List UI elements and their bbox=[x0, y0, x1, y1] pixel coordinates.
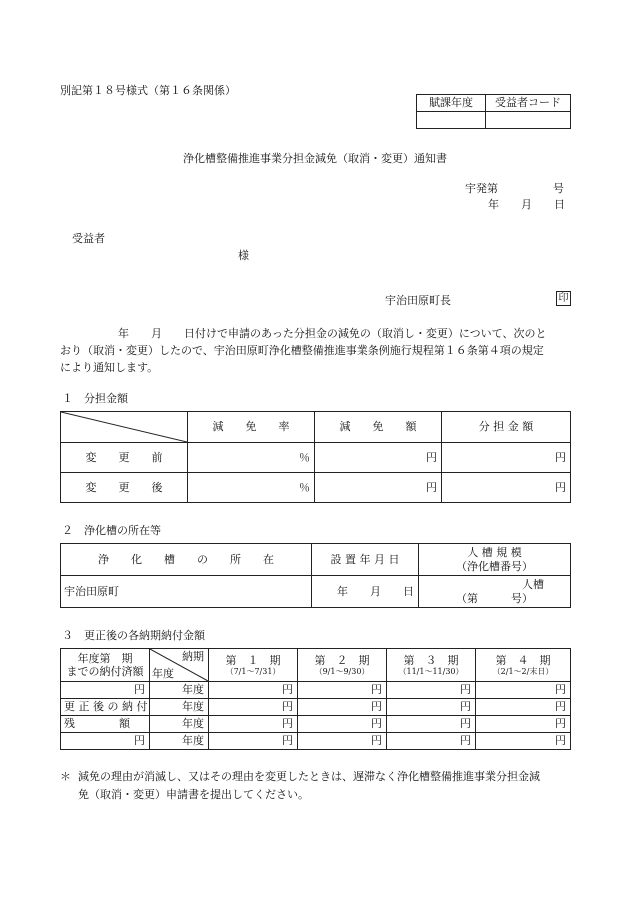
period-3-label: 第 ３ 期 bbox=[403, 653, 459, 667]
footnote-line-1: 減免の理由が消滅し、又はその理由を変更したときは、遅滞なく浄化槽整備推進事業分担金減 bbox=[78, 770, 540, 783]
scale-value-line1: 人槽 bbox=[522, 578, 544, 592]
p4-cell[interactable]: 円 bbox=[476, 682, 571, 699]
fiscal-year-cell[interactable] bbox=[417, 112, 486, 129]
body-line-1: 年 月 日付けで申請のあった分担金の減免の（取消し・変更）について、次のと bbox=[118, 327, 547, 340]
period-1-header bbox=[209, 649, 298, 682]
p3-cell[interactable]: 円 bbox=[387, 716, 476, 733]
year-cell[interactable]: 年度 bbox=[150, 682, 209, 699]
period-corner-cell bbox=[150, 649, 209, 682]
year-cell[interactable]: 年度 bbox=[150, 699, 209, 716]
row-label-before: 変 更 前 bbox=[61, 443, 188, 473]
footnote-mark: ＊ bbox=[60, 770, 71, 783]
scale-value-line2: （第 号） bbox=[456, 591, 533, 605]
p4-cell[interactable]: 円 bbox=[476, 716, 571, 733]
code-table bbox=[416, 94, 571, 129]
beneficiary-code-header: 受益者コード bbox=[486, 95, 571, 112]
body-line-3: により通知します。 bbox=[60, 361, 159, 374]
table-row bbox=[61, 473, 571, 503]
reduction-rate-header: 減 免 率 bbox=[188, 412, 315, 443]
remaining-label-1: 更 正 後 の 納 付 bbox=[61, 699, 150, 716]
p1-cell[interactable]: 円 bbox=[209, 682, 298, 699]
period-4-label: 第 ４ 期 bbox=[495, 653, 551, 667]
scale-value[interactable] bbox=[419, 576, 571, 608]
corner-top-right: 納期 bbox=[182, 650, 204, 663]
beneficiary-code-cell[interactable] bbox=[486, 112, 571, 129]
section3-table bbox=[60, 648, 571, 750]
section3-heading: ３ 更正後の各納期納付金額 bbox=[62, 629, 205, 642]
p2-cell[interactable]: 円 bbox=[298, 682, 387, 699]
period-1-range: （7/1～7/31） bbox=[225, 666, 281, 676]
p3-cell[interactable]: 円 bbox=[387, 733, 476, 750]
charge-before[interactable]: 円 bbox=[442, 443, 571, 473]
section2-table bbox=[60, 543, 571, 608]
period-2-range: （9/1～9/30） bbox=[314, 666, 370, 676]
table-row bbox=[61, 699, 571, 716]
install-date-header: 設 置 年 月 日 bbox=[312, 544, 419, 576]
location-header: 浄 化 槽 の 所 在 bbox=[61, 544, 312, 576]
table-row bbox=[61, 443, 571, 473]
period-4-range: （2/1～2/末日） bbox=[492, 666, 554, 676]
remaining-label-2: 残 額 bbox=[61, 716, 150, 733]
p1-cell[interactable]: 円 bbox=[209, 699, 298, 716]
corner-top-left: 年度第 期 bbox=[77, 651, 133, 665]
section2-heading: ２ 浄化槽の所在等 bbox=[62, 524, 161, 537]
p2-cell[interactable]: 円 bbox=[298, 733, 387, 750]
section1-heading: １ 分担金額 bbox=[62, 392, 128, 405]
year-cell[interactable]: 年度 bbox=[150, 716, 209, 733]
issue-number: 宇発第 号 bbox=[465, 182, 564, 195]
recipient-honorific: 様 bbox=[238, 249, 249, 262]
fiscal-year-header: 賦課年度 bbox=[417, 95, 486, 112]
p4-cell[interactable]: 円 bbox=[476, 733, 571, 750]
p3-cell[interactable]: 円 bbox=[387, 699, 476, 716]
charge-amount-header: 分 担 金 額 bbox=[442, 412, 571, 443]
section1-diagonal-cell bbox=[61, 412, 188, 443]
scale-header-line2: （浄化槽番号） bbox=[456, 559, 533, 573]
period-3-range: （11/1～11/30） bbox=[398, 666, 464, 676]
period-4-header bbox=[476, 649, 571, 682]
period-3-header bbox=[387, 649, 476, 682]
section1-table bbox=[60, 411, 571, 503]
remaining-cell[interactable]: 円 bbox=[61, 733, 150, 750]
p1-cell[interactable]: 円 bbox=[209, 716, 298, 733]
table-row bbox=[61, 733, 571, 750]
p4-cell[interactable]: 円 bbox=[476, 699, 571, 716]
corner-bottom-right: 年度 bbox=[152, 666, 174, 680]
period-1-label: 第 １ 期 bbox=[225, 653, 281, 667]
p3-cell[interactable]: 円 bbox=[387, 682, 476, 699]
p2-cell[interactable]: 円 bbox=[298, 716, 387, 733]
issue-date: 年 月 日 bbox=[488, 198, 565, 211]
issuer-name: 宇治田原町長 bbox=[385, 294, 451, 307]
rate-before[interactable]: ％ bbox=[188, 443, 315, 473]
body-line-2: おり（取消・変更）したので、宇治田原町浄化槽整備推進事業条例施行規程第１６条第４項の規定 bbox=[60, 344, 544, 357]
install-date-value[interactable]: 年 月 日 bbox=[312, 576, 419, 608]
period-2-header bbox=[298, 649, 387, 682]
footnote-line-2: 免（取消・変更）申請書を提出してください。 bbox=[78, 788, 309, 801]
charge-after[interactable]: 円 bbox=[442, 473, 571, 503]
table-row bbox=[61, 576, 571, 608]
row-label-after: 変 更 後 bbox=[61, 473, 188, 503]
scale-header-line1: 人 槽 規 模 bbox=[467, 546, 522, 560]
p2-cell[interactable]: 円 bbox=[298, 699, 387, 716]
corner-bottom-left: までの納付済額 bbox=[66, 665, 144, 678]
reduction-amount-header: 減 免 額 bbox=[315, 412, 442, 443]
document-title: 浄化槽整備推進事業分担金減免（取消・変更）通知書 bbox=[183, 152, 447, 165]
p1-cell[interactable]: 円 bbox=[209, 733, 298, 750]
table-row bbox=[61, 716, 571, 733]
seal-mark: 印 bbox=[556, 291, 571, 306]
amount-after[interactable]: 円 bbox=[315, 473, 442, 503]
recipient-label: 受益者 bbox=[72, 232, 105, 245]
location-value[interactable]: 宇治田原町 bbox=[61, 576, 312, 608]
form-number: 別記第１８号様式（第１６条関係） bbox=[60, 84, 236, 97]
rate-after[interactable]: ％ bbox=[188, 473, 315, 503]
paid-to-date-header bbox=[61, 649, 150, 682]
amount-before[interactable]: 円 bbox=[315, 443, 442, 473]
diagonal-line bbox=[61, 412, 187, 442]
period-2-label: 第 ２ 期 bbox=[314, 653, 370, 667]
paid-cell[interactable]: 円 bbox=[61, 682, 150, 699]
table-row bbox=[61, 682, 571, 699]
scale-header bbox=[419, 544, 571, 576]
year-cell[interactable]: 年度 bbox=[150, 733, 209, 750]
